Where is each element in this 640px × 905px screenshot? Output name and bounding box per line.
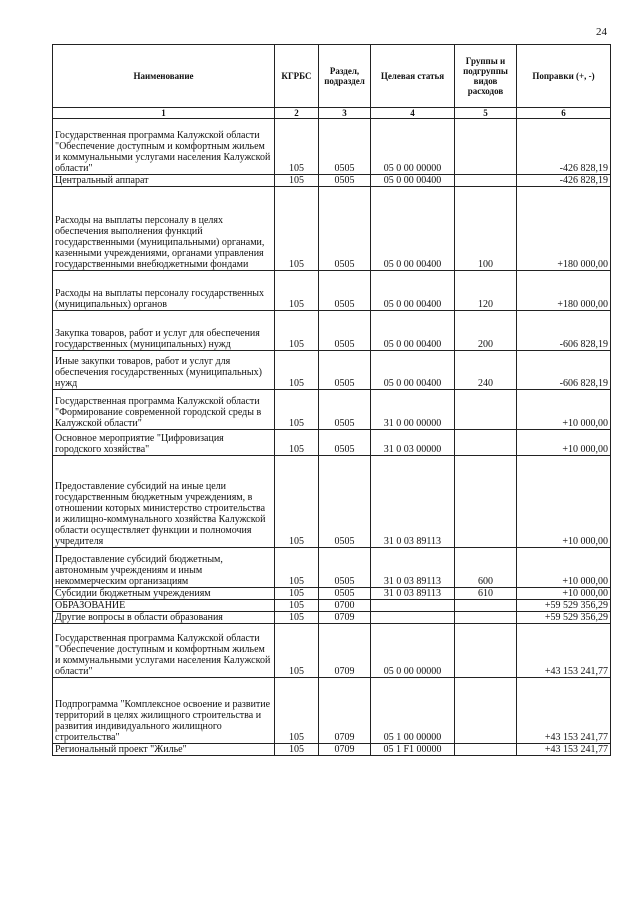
cell-group (455, 456, 517, 548)
cell-kgrbs: 105 (275, 600, 319, 612)
table-row (53, 351, 611, 390)
cell-group: 100 (455, 187, 517, 271)
cell-group (455, 175, 517, 187)
cell-kgrbs: 105 (275, 624, 319, 678)
table-row (53, 548, 611, 588)
cell-name: Предоставление субсидий бюджетным, автономным учреждениям и иным некоммерческим организациям (53, 548, 275, 588)
cell-target: 05 1 F1 00000 (371, 744, 455, 756)
table-row (53, 588, 611, 600)
cell-name: Закупка товаров, работ и услуг для обеспечения государственных (муниципальных) нужд (53, 311, 275, 351)
table-row (53, 600, 611, 612)
header-kgrbs: КГРБС (275, 45, 319, 108)
cell-group (455, 624, 517, 678)
cell-name: Предоставление субсидий на иные цели государственным бюджетным учреждениям, в отношении которых министерство строительства и жилищно-коммунального хозяйства Калужской области осуществляет функции и полномочия учредителя (53, 456, 275, 548)
cell-amount: +180 000,00 (517, 271, 611, 311)
cell-name: ОБРАЗОВАНИЕ (53, 600, 275, 612)
table-row (53, 175, 611, 187)
cell-amount: +10 000,00 (517, 390, 611, 430)
cell-amount: +59 529 356,29 (517, 612, 611, 624)
cell-group: 120 (455, 271, 517, 311)
cell-kgrbs: 105 (275, 351, 319, 390)
cell-kgrbs: 105 (275, 119, 319, 175)
col-number: 2 (275, 108, 319, 119)
cell-name: Региональный проект "Жилье" (53, 744, 275, 756)
cell-name: Государственная программа Калужской области "Обеспечение доступным и комфортным жильем и коммунальными услугами населения Калужской области" (53, 119, 275, 175)
cell-kgrbs: 105 (275, 430, 319, 456)
cell-target: 05 0 00 00400 (371, 187, 455, 271)
header-razdel: Раздел, подраздел (319, 45, 371, 108)
cell-kgrbs: 105 (275, 390, 319, 430)
cell-target (371, 612, 455, 624)
cell-kgrbs: 105 (275, 588, 319, 600)
cell-group (455, 390, 517, 430)
cell-group (455, 612, 517, 624)
header-target: Целевая статья (371, 45, 455, 108)
cell-razdel: 0505 (319, 187, 371, 271)
cell-razdel: 0505 (319, 351, 371, 390)
cell-kgrbs: 105 (275, 271, 319, 311)
cell-name: Основное мероприятие "Цифровизация городского хозяйства" (53, 430, 275, 456)
cell-target: 05 1 00 00000 (371, 678, 455, 744)
cell-kgrbs: 105 (275, 187, 319, 271)
cell-kgrbs: 105 (275, 744, 319, 756)
cell-name: Субсидии бюджетным учреждениям (53, 588, 275, 600)
cell-group: 240 (455, 351, 517, 390)
cell-amount: -606 828,19 (517, 351, 611, 390)
cell-razdel: 0700 (319, 600, 371, 612)
table-row (53, 678, 611, 744)
cell-name: Центральный аппарат (53, 175, 275, 187)
col-number: 5 (455, 108, 517, 119)
cell-amount: -426 828,19 (517, 175, 611, 187)
cell-kgrbs: 105 (275, 548, 319, 588)
cell-group: 610 (455, 588, 517, 600)
cell-name: Государственная программа Калужской области "Формирование современной городской среды в Калужской области" (53, 390, 275, 430)
header-groups: Группы и подгруппы видов расходов (455, 45, 517, 108)
cell-amount: -606 828,19 (517, 311, 611, 351)
cell-razdel: 0505 (319, 390, 371, 430)
col-number: 1 (53, 108, 275, 119)
cell-target: 31 0 03 89113 (371, 588, 455, 600)
table-body (53, 119, 611, 756)
cell-group (455, 119, 517, 175)
cell-kgrbs: 105 (275, 456, 319, 548)
cell-group: 600 (455, 548, 517, 588)
table-row (53, 311, 611, 351)
col-number: 3 (319, 108, 371, 119)
page-number: 24 (596, 26, 607, 38)
table-row (53, 744, 611, 756)
table-row (53, 119, 611, 175)
cell-amount: +43 153 241,77 (517, 624, 611, 678)
cell-target (371, 600, 455, 612)
table-row (53, 187, 611, 271)
cell-target: 05 0 00 00400 (371, 311, 455, 351)
column-number-row (53, 108, 611, 119)
cell-group (455, 678, 517, 744)
cell-group: 200 (455, 311, 517, 351)
table-row (53, 430, 611, 456)
cell-razdel: 0505 (319, 456, 371, 548)
table-row (53, 456, 611, 548)
col-number: 6 (517, 108, 611, 119)
cell-amount: +10 000,00 (517, 430, 611, 456)
col-number: 4 (371, 108, 455, 119)
cell-amount: +10 000,00 (517, 548, 611, 588)
header-amend: Поправки (+, -) (517, 45, 611, 108)
cell-kgrbs: 105 (275, 175, 319, 187)
cell-target: 31 0 03 00000 (371, 430, 455, 456)
cell-group (455, 600, 517, 612)
cell-target: 31 0 00 00000 (371, 390, 455, 430)
cell-kgrbs: 105 (275, 678, 319, 744)
cell-amount: +180 000,00 (517, 187, 611, 271)
cell-target: 05 0 00 00400 (371, 351, 455, 390)
table-header (53, 45, 611, 119)
table-row (53, 390, 611, 430)
cell-razdel: 0505 (319, 430, 371, 456)
table-row (53, 624, 611, 678)
cell-group (455, 430, 517, 456)
cell-razdel: 0709 (319, 678, 371, 744)
cell-razdel: 0709 (319, 744, 371, 756)
cell-amount: +59 529 356,29 (517, 600, 611, 612)
cell-razdel: 0505 (319, 175, 371, 187)
cell-target: 31 0 03 89113 (371, 456, 455, 548)
cell-target: 05 0 00 00000 (371, 624, 455, 678)
table-row (53, 612, 611, 624)
cell-razdel: 0505 (319, 588, 371, 600)
cell-name: Иные закупки товаров, работ и услуг для обеспечения государственных (муниципальных) нужд (53, 351, 275, 390)
cell-name: Другие вопросы в области образования (53, 612, 275, 624)
cell-kgrbs: 105 (275, 311, 319, 351)
cell-group (455, 744, 517, 756)
table-row (53, 271, 611, 311)
header-name: Наименование (53, 45, 275, 108)
budget-table (52, 44, 611, 756)
cell-name: Расходы на выплаты персоналу в целях обеспечения выполнения функций государственными (муниципальными) органами, казенными учреждениями, органами управления государственными внебюджетными фондами (53, 187, 275, 271)
cell-target: 05 0 00 00400 (371, 175, 455, 187)
cell-name: Подпрограмма "Комплексное освоение и развитие территорий в целях жилищного строительства и развития индивидуального жилищного строительства" (53, 678, 275, 744)
cell-name: Государственная программа Калужской области "Обеспечение доступным и комфортным жильем и коммунальными услугами населения Калужской области" (53, 624, 275, 678)
cell-target: 05 0 00 00000 (371, 119, 455, 175)
cell-amount: +43 153 241,77 (517, 744, 611, 756)
cell-target: 31 0 03 89113 (371, 548, 455, 588)
cell-razdel: 0709 (319, 612, 371, 624)
cell-amount: +43 153 241,77 (517, 678, 611, 744)
cell-name: Расходы на выплаты персоналу государственных (муниципальных) органов (53, 271, 275, 311)
cell-razdel: 0505 (319, 119, 371, 175)
cell-kgrbs: 105 (275, 612, 319, 624)
cell-amount: +10 000,00 (517, 456, 611, 548)
cell-razdel: 0709 (319, 624, 371, 678)
cell-razdel: 0505 (319, 311, 371, 351)
cell-razdel: 0505 (319, 271, 371, 311)
cell-amount: -426 828,19 (517, 119, 611, 175)
cell-amount: +10 000,00 (517, 588, 611, 600)
cell-razdel: 0505 (319, 548, 371, 588)
cell-target: 05 0 00 00400 (371, 271, 455, 311)
